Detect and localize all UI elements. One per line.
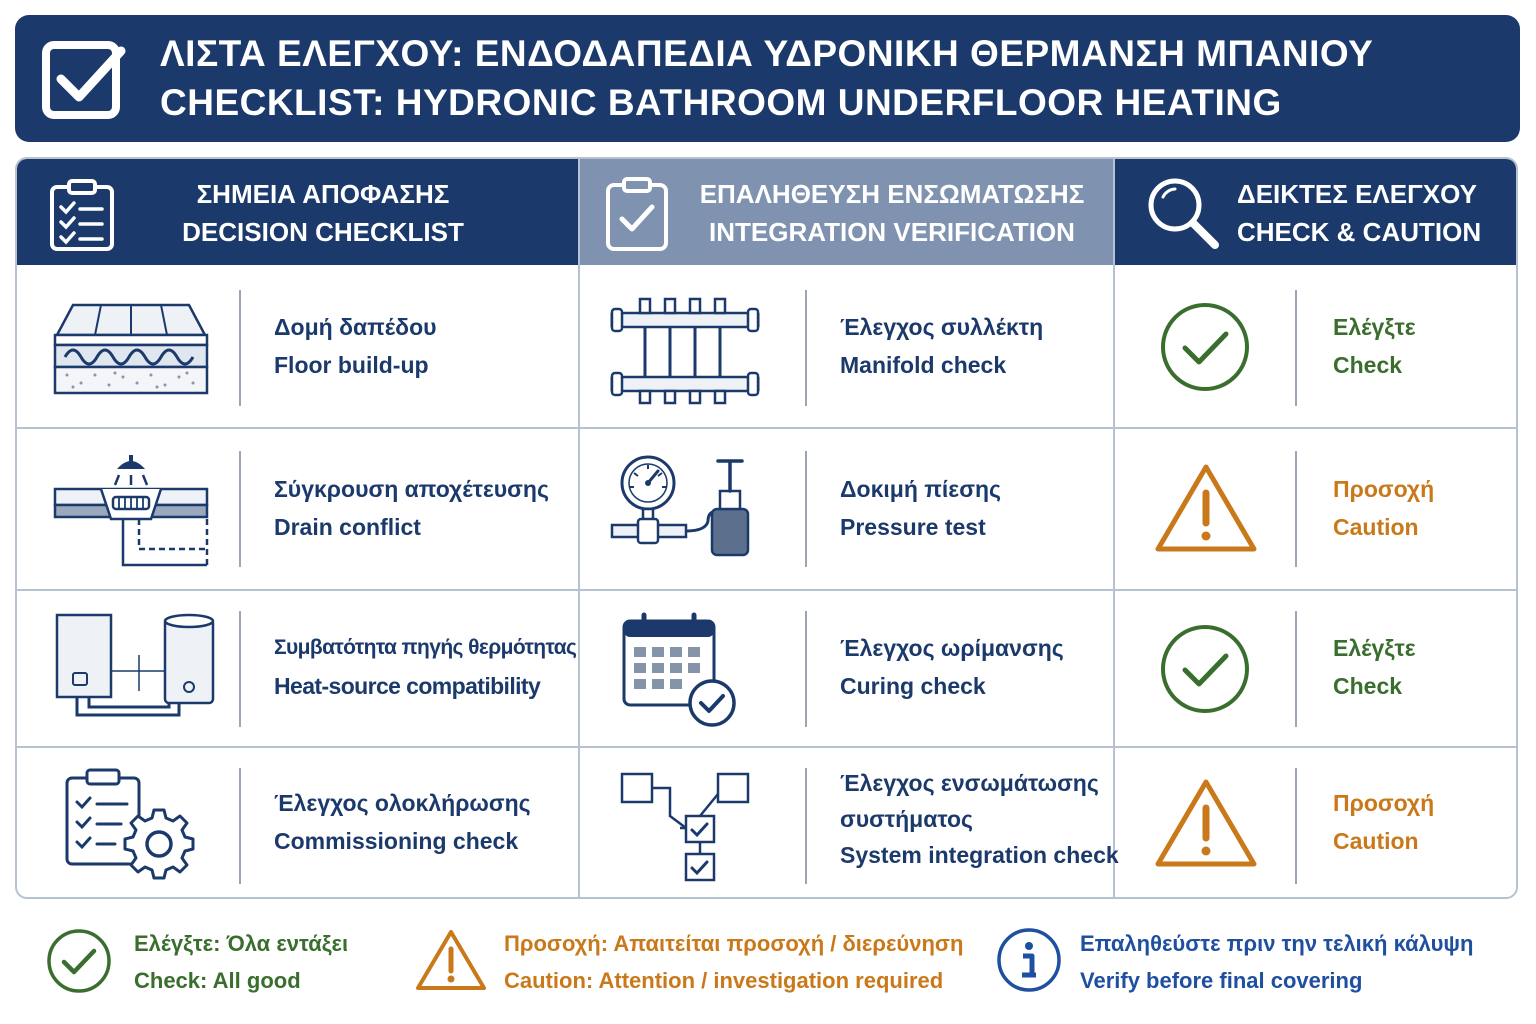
table-row-decision xyxy=(17,748,578,899)
item-label-greek: Συμβατότητα πηγής θερμότητας xyxy=(274,636,577,659)
item-label-english: Pressure test xyxy=(840,514,986,540)
boiler-tank-icon xyxy=(55,611,215,730)
item-label-greek: Έλεγχος συλλέκτη xyxy=(840,314,1044,340)
title-english: CHECKLIST: HYDRONIC BATHROOM UNDERFLOOR HEATING xyxy=(160,82,1282,123)
item-label-english: Commissioning check xyxy=(274,828,519,854)
status-label-english: Check xyxy=(1333,352,1403,378)
legend-caution xyxy=(414,925,974,995)
table-row-decision xyxy=(17,265,578,427)
column-title-english: CHECK & CAUTION xyxy=(1237,217,1482,247)
checklist-table xyxy=(15,157,1518,899)
item-label-greek: Δοκιμή πίεσης xyxy=(840,476,1001,502)
warning-triangle-icon xyxy=(1153,776,1259,875)
table-row-status xyxy=(1115,429,1518,589)
column-title-greek: ΕΠΑΛΗΘΕΥΣΗ ΕΝΣΩΜΑΤΩΣΗΣ xyxy=(699,179,1085,209)
table-row-status xyxy=(1115,591,1518,746)
column-header-decision xyxy=(17,159,579,265)
magnifier-icon xyxy=(1143,173,1223,258)
title-bar xyxy=(15,15,1520,142)
item-label-greek-line2: συστήματος xyxy=(840,806,974,832)
item-label-english: Drain conflict xyxy=(274,514,421,540)
item-label-greek: Έλεγχος ενσωμάτωσης xyxy=(840,770,1099,796)
column-header-status xyxy=(1115,159,1518,265)
item-label-greek: Έλεγχος ολοκλήρωσης xyxy=(274,790,531,816)
legend-label-english: Caution: Attention / investigation required xyxy=(504,968,944,993)
item-label-greek: Έλεγχος ωρίμανσης xyxy=(840,635,1064,661)
status-label-greek: Ελέγξτε xyxy=(1333,314,1416,340)
pressure-gauge-icon xyxy=(610,455,760,564)
title-greek: ΛΙΣΤΑ ΕΛΕΓΧΟΥ: ΕΝΔΟΔΑΠΕΔΙΑ ΥΔΡΟΝΙΚΗ ΘΕΡΜΑΝΣΗ ΜΠΑΝΙΟΥ xyxy=(160,33,1374,74)
status-label-english: Check xyxy=(1333,673,1403,699)
legend-label-english: Check: All good xyxy=(134,968,301,993)
page-title xyxy=(160,29,1373,127)
item-label-greek: Σύγκρουση αποχέτευσης xyxy=(274,476,549,502)
legend-label-greek: Επαληθεύστε πριν την τελική κάλυψη xyxy=(1080,931,1474,956)
column-title-greek: ΔΕΙΚΤΕΣ ΕΛΕΓΧΟΥ xyxy=(1237,179,1477,209)
clipboard-list-icon xyxy=(47,177,117,258)
legend-label-english: Verify before final covering xyxy=(1080,968,1363,993)
manifold-icon xyxy=(610,291,760,412)
table-row-verification xyxy=(580,748,1119,899)
checkbox-icon xyxy=(41,35,127,126)
column-title-english: INTEGRATION VERIFICATION xyxy=(709,217,1075,247)
column-title-greek: ΣΗΜΕΙΑ ΑΠΟΦΑΣΗΣ xyxy=(196,179,450,209)
calendar-check-icon xyxy=(620,611,740,736)
status-label-greek: Προσοχή xyxy=(1333,790,1435,816)
legend-verify xyxy=(996,925,1516,995)
table-row-verification xyxy=(580,429,1113,589)
check-circle-icon xyxy=(1159,623,1251,720)
item-label-english: System integration check xyxy=(840,842,1119,868)
item-label-english: Floor build-up xyxy=(274,352,429,378)
legend-label-greek: Προσοχή: Απαιτείται προσοχή / διερεύνηση xyxy=(504,931,964,956)
drain-icon xyxy=(51,449,211,576)
table-row-decision xyxy=(17,429,578,589)
table-row-decision xyxy=(17,591,578,746)
column-header-verification xyxy=(580,159,1114,265)
table-row-status xyxy=(1115,265,1518,427)
item-label-english: Heat-source compatibility xyxy=(274,673,541,699)
legend-label-greek: Ελέγξτε: Όλα εντάξει xyxy=(134,931,349,956)
floor-buildup-icon xyxy=(51,301,211,402)
status-label-greek: Προσοχή xyxy=(1333,476,1435,502)
warning-triangle-icon xyxy=(414,927,488,998)
item-label-greek: Δομή δαπέδου xyxy=(274,314,437,340)
legend-check xyxy=(46,925,406,995)
check-circle-icon xyxy=(1159,301,1251,398)
status-label-english: Caution xyxy=(1333,828,1419,854)
table-row-verification xyxy=(580,591,1113,746)
table-row-status xyxy=(1115,748,1518,899)
item-label-english: Curing check xyxy=(840,673,986,699)
clipboard-check-icon xyxy=(602,175,672,258)
status-label-english: Caution xyxy=(1333,514,1419,540)
status-label-greek: Ελέγξτε xyxy=(1333,635,1416,661)
item-label-english: Manifold check xyxy=(840,352,1007,378)
info-circle-icon xyxy=(996,927,1062,998)
warning-triangle-icon xyxy=(1153,461,1259,560)
clipboard-gear-icon xyxy=(63,766,199,887)
column-title-english: DECISION CHECKLIST xyxy=(182,217,464,247)
flow-diagram-icon xyxy=(620,768,752,889)
table-row-verification xyxy=(580,265,1113,427)
check-circle-icon xyxy=(46,928,112,999)
